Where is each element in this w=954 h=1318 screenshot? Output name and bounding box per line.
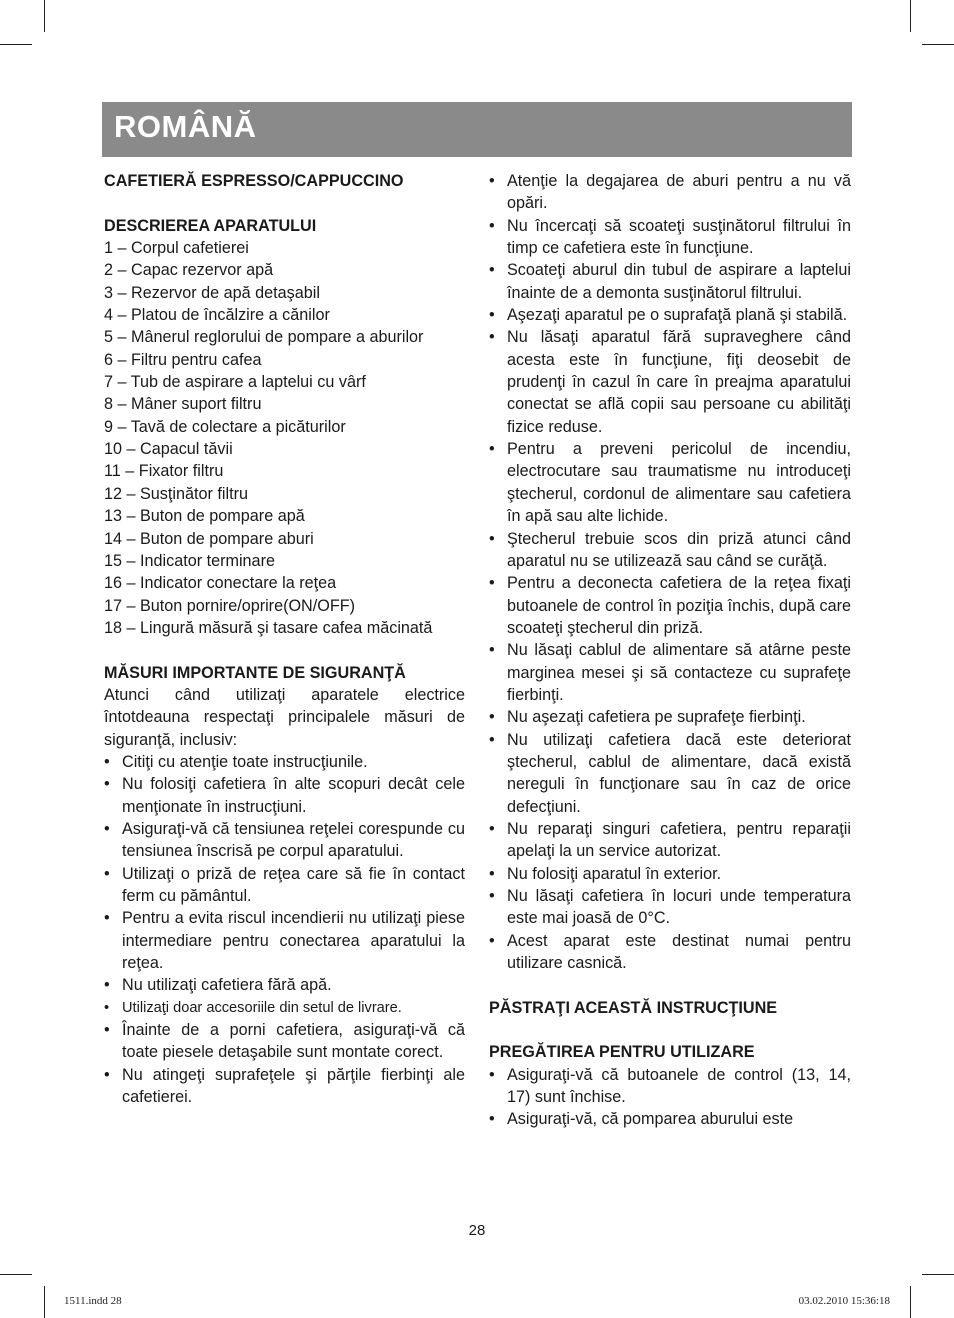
bullet-icon: • xyxy=(489,328,495,347)
left-column xyxy=(104,170,465,1108)
bullet-text: Înainte de a porni cafetiera, asiguraţi-vă că toate piesele detaşabile sunt montate corect. xyxy=(122,1021,465,1062)
bullet-item xyxy=(104,997,465,1019)
bullet-icon: • xyxy=(104,999,110,1016)
bullet-item xyxy=(489,729,851,818)
crop-mark xyxy=(0,44,32,45)
bullet-icon: • xyxy=(104,1021,110,1040)
bullet-text: Nu folosiţi cafetiera în alte scopuri decât cele menţionate în instrucţiuni. xyxy=(122,775,465,816)
safety-list-left xyxy=(104,751,465,1109)
bullet-text: Ştecherul trebuie scos din priză atunci când aparatul nu se utilizează sau când se curăţă. xyxy=(507,529,851,570)
footer-timestamp: 03.02.2010 15:36:18 xyxy=(798,1295,890,1307)
bullet-item xyxy=(489,170,851,215)
bullet-icon: • xyxy=(489,216,495,235)
part-item: 2 – Capac rezervor apă xyxy=(104,261,274,280)
bullet-item xyxy=(489,706,851,728)
part-item: 9 – Tavă de colectare a picăturilor xyxy=(104,417,346,436)
crop-mark xyxy=(44,0,45,32)
preparation-heading: PREGĂTIREA PENTRU UTILIZARE xyxy=(489,1043,755,1062)
right-column xyxy=(489,170,851,1131)
bullet-text: Nu încercaţi să scoateţi susţinătorul filtrului în timp ce cafetiera este în funcţiune. xyxy=(507,216,851,258)
bullet-icon: • xyxy=(104,864,110,883)
safety-list-right xyxy=(489,170,851,974)
bullet-icon: • xyxy=(489,172,495,190)
part-item: 11 – Fixator filtru xyxy=(104,462,224,481)
crop-mark xyxy=(922,1274,954,1275)
bullet-text: Asiguraţi-vă, că pomparea aburului este xyxy=(507,1110,794,1129)
bullet-item xyxy=(104,1019,465,1064)
page-number: 28 xyxy=(468,1222,486,1239)
bullet-text: Pentru a preveni pericolul de incendiu, electrocutare sau traumatisme nu introduceţi ştecherul, cordonul de alimentare sau cafetiera în apă sau alte lichide. xyxy=(507,440,851,526)
bullet-icon: • xyxy=(104,976,110,995)
bullet-icon: • xyxy=(104,775,110,794)
crop-mark xyxy=(0,1274,32,1275)
crop-mark xyxy=(44,1286,45,1318)
part-item: 8 – Mâner suport filtru xyxy=(104,395,262,414)
bullet-text: Utilizaţi o priză de reţea care să fie în contact ferm cu pământul. xyxy=(122,864,465,905)
bullet-text: Nu lăsaţi cablul de alimentare să atârne peste marginea mesei şi să contacteze cu suprafeţe fierbinţi. xyxy=(507,641,851,704)
bullet-text: Nu atingeţi suprafeţele şi părţile fierbinţi ale cafetierei. xyxy=(122,1065,465,1107)
bullet-text: Nu folosiţi aparatul în exterior. xyxy=(507,864,722,883)
bullet-item xyxy=(104,907,465,974)
bullet-item xyxy=(104,773,465,818)
bullet-item xyxy=(489,304,851,326)
bullet-text: Pentru a deconecta cafetiera de la reţea fixaţi butoanele de control în poziţia închis, după care scoateţi ştecherul din priză. xyxy=(507,574,851,637)
bullet-text: Nu lăsaţi aparatul fără supraveghere când acesta este în funcţiune, fiţi deosebit de prudenţi în cazul în care în preajma aparatului conectat se află copii sau persoane cu abilităţi fizice reduse. xyxy=(507,328,851,436)
bullet-text: Nu utilizaţi cafetiera fără apă. xyxy=(122,976,332,995)
bullet-item xyxy=(104,863,465,908)
bullet-item xyxy=(489,885,851,930)
bullet-icon: • xyxy=(489,819,495,838)
page-title: ROMÂNĂ xyxy=(114,109,257,144)
preparation-list xyxy=(489,1064,851,1131)
bullet-item xyxy=(489,639,851,706)
bullet-icon: • xyxy=(489,529,495,548)
bullet-icon: • xyxy=(489,887,495,905)
bullet-item xyxy=(104,751,465,773)
bullet-icon: • xyxy=(489,306,495,325)
bullet-item xyxy=(489,863,851,885)
bullet-text: Pentru a evita riscul incendierii nu utilizaţi piese intermediare pentru conectarea aparatului la reţea. xyxy=(122,909,465,973)
bullet-icon: • xyxy=(104,752,110,771)
part-item: 1 – Corpul cafetierei xyxy=(104,239,249,258)
language-banner xyxy=(102,102,852,157)
bullet-text: Utilizaţi doar accesoriile din setul de livrare. xyxy=(122,999,402,1016)
bullet-icon: • xyxy=(104,819,110,838)
bullet-item xyxy=(489,438,851,527)
bullet-text: Nu utilizaţi cafetiera dacă este deteriorat ştecherul, cablul de alimentare, dacă există nereguli în funcţionare sau în caz de orice defecţiuni. xyxy=(507,730,851,816)
description-heading: DESCRIEREA APARATULUI xyxy=(104,216,317,235)
bullet-icon: • xyxy=(104,1065,110,1084)
bullet-text: Aşezaţi aparatul pe o suprafaţă plană şi stabilă. xyxy=(507,306,848,325)
bullet-item xyxy=(489,1108,851,1130)
part-item: 4 – Platou de încălzire a cănilor xyxy=(104,306,330,325)
bullet-item xyxy=(489,528,851,573)
part-item: 16 – Indicator conectare la reţea xyxy=(104,574,337,593)
part-item: 3 – Rezervor de apă detaşabil xyxy=(104,283,320,302)
bullet-item xyxy=(104,1064,465,1109)
crop-mark xyxy=(910,1286,911,1318)
bullet-icon: • xyxy=(489,864,495,883)
bullet-text: Nu lăsaţi cafetiera în locuri unde temperatura este mai joasă de 0°C. xyxy=(507,887,851,928)
bullet-text: Atenţie la degajarea de aburi pentru a nu vă opări. xyxy=(507,172,851,213)
part-item: 10 – Capacul tăvii xyxy=(104,440,233,459)
bullet-icon: • xyxy=(489,931,495,950)
bullet-text: Nu reparaţi singuri cafetiera, pentru reparaţii apelaţi la un service autorizat. xyxy=(507,819,851,861)
bullet-item xyxy=(489,259,851,304)
part-item: 17 – Buton pornire/oprire(ON/OFF) xyxy=(104,596,356,615)
bullet-icon: • xyxy=(489,1065,495,1084)
bullet-text: Asiguraţi-vă că tensiunea reţelei corespunde cu tensiunea înscrisă pe corpul aparatului. xyxy=(122,819,465,861)
bullet-item xyxy=(489,818,851,863)
crop-mark xyxy=(910,0,911,32)
bullet-item xyxy=(489,572,851,639)
safety-intro: Atunci când utilizaţi aparatele electrice întotdeauna respectaţi principalele măsuri de siguranţă, inclusiv: xyxy=(104,685,465,749)
product-title: CAFETIERĂ ESPRESSO/CAPPUCCINO xyxy=(104,172,404,190)
bullet-item xyxy=(489,215,851,260)
bullet-text: Nu aşezaţi cafetiera pe suprafeţe fierbinţi. xyxy=(507,708,806,727)
bullet-icon: • xyxy=(489,574,495,593)
part-item: 12 – Susţinător filtru xyxy=(104,484,248,503)
bullet-item xyxy=(104,818,465,863)
bullet-icon: • xyxy=(489,730,495,749)
part-item: 13 – Buton de pompare apă xyxy=(104,507,305,526)
crop-mark xyxy=(922,44,954,45)
safety-heading: MĂSURI IMPORTANTE DE SIGURANŢĂ xyxy=(104,663,406,682)
part-item: 7 – Tub de aspirare a laptelui cu vârf xyxy=(104,373,366,392)
bullet-text: Acest aparat este destinat numai pentru utilizare casnică. xyxy=(507,931,851,973)
part-item: 18 – Lingură măsură şi tasare cafea măcinată xyxy=(104,618,433,637)
bullet-icon: • xyxy=(489,1110,495,1129)
footer-file-info: 1511.indd 28 xyxy=(64,1295,122,1307)
bullet-text: Citiţi cu atenţie toate instrucţiunile. xyxy=(122,752,368,771)
part-item: 15 – Indicator terminare xyxy=(104,551,275,570)
bullet-text: Asiguraţi-vă că butoanele de control (13, 14, 17) sunt închise. xyxy=(507,1065,851,1107)
bullet-item xyxy=(104,974,465,996)
bullet-icon: • xyxy=(489,440,495,459)
bullet-item xyxy=(489,326,851,438)
part-item: 5 – Mânerul reglorului de pompare a aburilor xyxy=(104,328,424,347)
keep-instructions-heading: PĂSTRAŢI ACEASTĂ INSTRUCŢIUNE xyxy=(489,998,778,1017)
bullet-item xyxy=(489,1064,851,1109)
parts-list xyxy=(104,237,465,639)
bullet-item xyxy=(489,930,851,975)
bullet-icon: • xyxy=(489,641,495,660)
bullet-icon: • xyxy=(489,261,495,280)
part-item: 6 – Filtru pentru cafea xyxy=(104,350,262,369)
bullet-icon: • xyxy=(489,708,495,727)
bullet-text: Scoateţi aburul din tubul de aspirare a laptelui înainte de a demonta susţinătorul filtrului. xyxy=(507,261,851,302)
bullet-icon: • xyxy=(104,909,110,928)
part-item: 14 – Buton de pompare aburi xyxy=(104,529,314,548)
